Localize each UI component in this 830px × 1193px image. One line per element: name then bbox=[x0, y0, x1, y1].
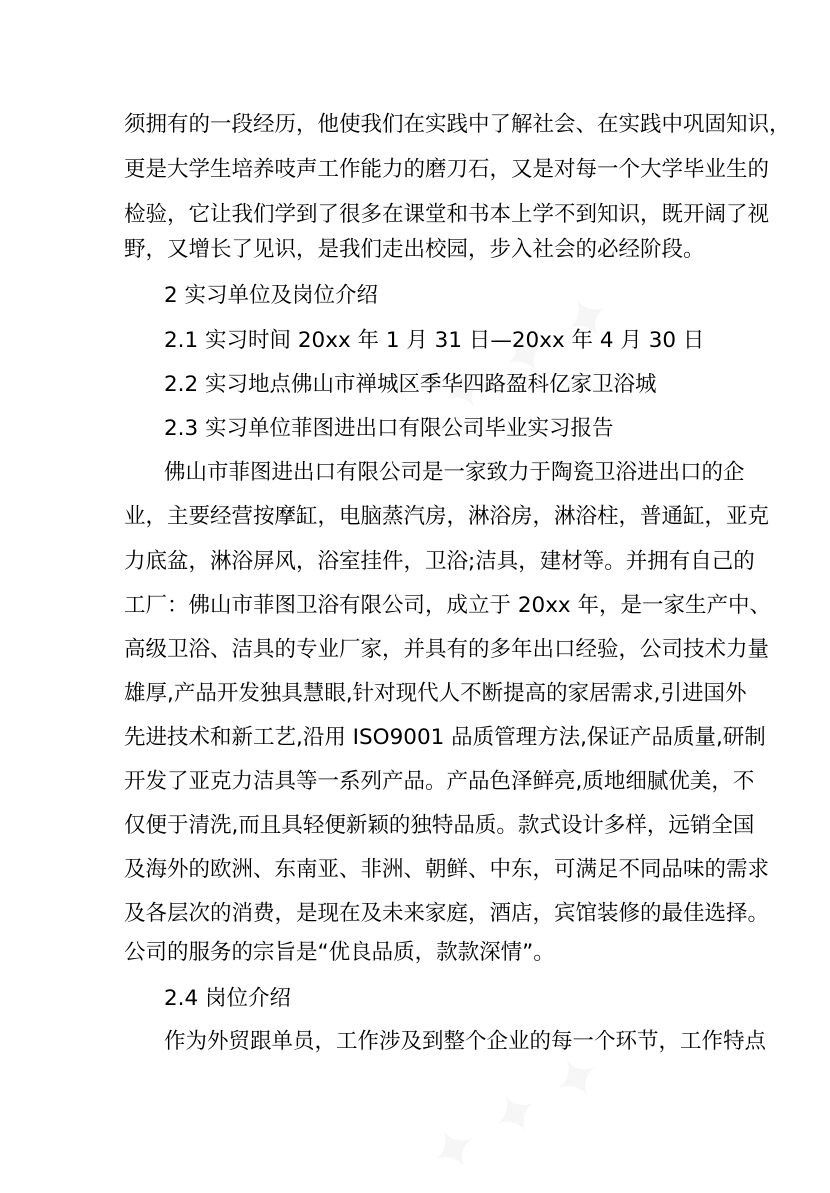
paragraph-line: 佛山市菲图进出口有限公司是一家致力于陶瓷卫浴进出口的企 bbox=[164, 460, 745, 485]
paragraph-line: 开发了亚克力洁具等一系列产品。产品色泽鲜亮,质地细腻优美，不 bbox=[124, 769, 755, 794]
subsection-heading: 2.2 实习地点佛山市禅城区季华四路盈科亿家卫浴城 bbox=[164, 372, 657, 397]
paragraph-line: 工厂：佛山市菲图卫浴有限公司，成立于 20xx 年，是一家生产中、 bbox=[124, 593, 771, 618]
paragraph-line: 野，又增长了见识，是我们走出校园，步入社会的必经阶段。 bbox=[124, 237, 705, 262]
subsection-heading: 2.4 岗位介绍 bbox=[164, 986, 292, 1011]
subsection-heading: 2.3 实习单位菲图进出口有限公司毕业实习报告 bbox=[164, 416, 614, 441]
paragraph-line: 作为外贸跟单员，工作涉及到整个企业的每一个环节，工作特点 bbox=[164, 1029, 767, 1054]
paragraph-line: 业，主要经营按摩缸，电脑蒸汽房，淋浴房，淋浴柱，普通缸，亚克 bbox=[124, 504, 770, 529]
paragraph-line: 雄厚,产品开发独具慧眼,针对现代人不断提高的家居需求,引进国外 bbox=[124, 681, 747, 706]
paragraph-line: 及海外的欧洲、东南亚、非洲、朝鲜、中东，可满足不同品味的需求 bbox=[124, 857, 770, 882]
paragraph-line: 力底盆，淋浴屏风，浴室挂件，卫浴;洁具，建材等。并拥有自己的 bbox=[124, 549, 755, 574]
paragraph-line: 更是大学生培养吱声工作能力的磨刀石，又是对每一个大学毕业生的 bbox=[124, 157, 770, 182]
paragraph-line: 检验，它让我们学到了很多在课堂和书本上学不到知识，既开阔了视 bbox=[124, 202, 770, 227]
paragraph-line: 仅便于清洗,而且具轻便新颖的独特品质。款式设计多样，远销全国 bbox=[124, 813, 755, 838]
subsection-heading: 2.1 实习时间 20xx 年 1 月 31 日—20xx 年 4 月 30 日 bbox=[164, 328, 705, 353]
section-heading: 2 实习单位及岗位介绍 bbox=[164, 283, 379, 308]
paragraph-line: 须拥有的一段经历，他使我们在实践中了解社会、在实践中巩固知识， bbox=[124, 112, 791, 137]
paragraph-line: 及各层次的消费，是现在及未来家庭，酒店，宾馆装修的最佳选择。 bbox=[124, 901, 770, 926]
paragraph-line: 公司的服务的宗旨是“优良品质，款款深情”。 bbox=[124, 940, 555, 965]
paragraph-line: 先进技术和新工艺,沿用 ISO9001 品质管理方法,保证产品质量,研制 bbox=[124, 725, 766, 750]
paragraph-line: 高级卫浴、洁具的专业厂家，并具有的多年出口经验，公司技术力量 bbox=[124, 637, 770, 662]
